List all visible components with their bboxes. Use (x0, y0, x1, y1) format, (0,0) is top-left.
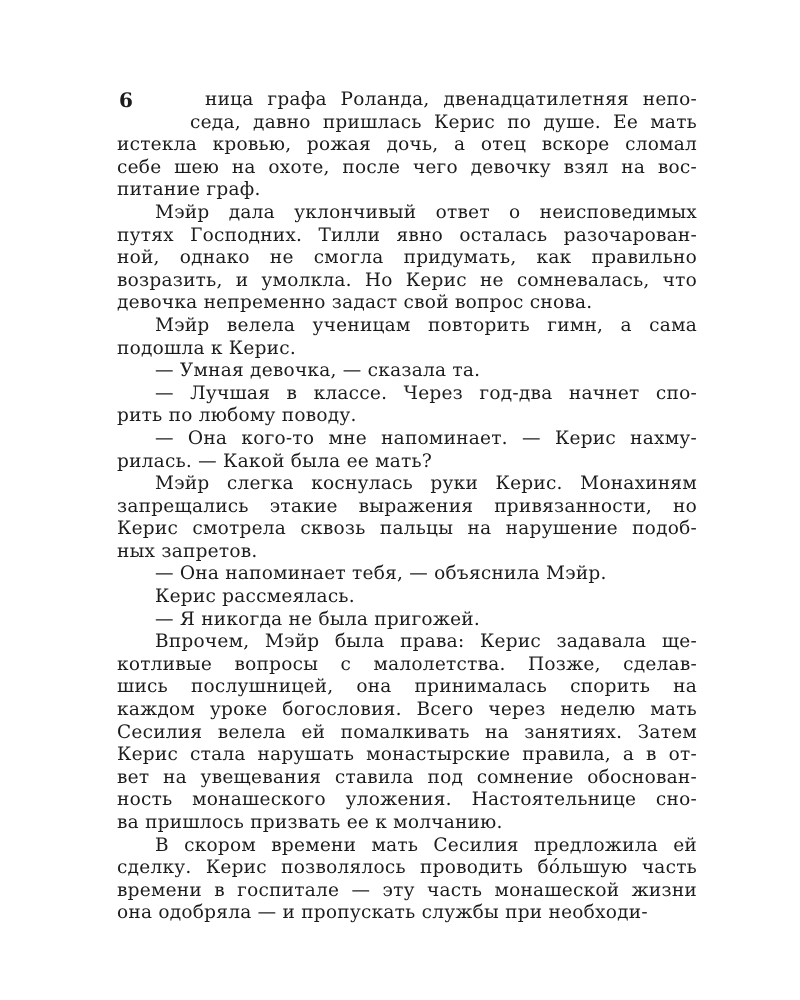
text-line: сделку. Керис позволялось проводить бо́льшую часть (117, 857, 697, 879)
text-line: времени в госпитале — эту часть монашеской жизни (117, 879, 697, 901)
text-line: ва пришлось призвать ее к молчанию. (117, 812, 503, 833)
text-line: запрещались этакие выражения привязанности, но (117, 495, 697, 517)
text-line: ность монашеского уложения. Настоятельнице сно- (117, 789, 697, 811)
text-line: Сесилия велела ей помалкивать на занятиях. Затем (117, 721, 697, 743)
text-line: себе шею на охоте, после чего девочку взял на вос- (117, 156, 697, 178)
text-line: Керис смотрела сквозь пальцы на нарушение подоб- (117, 518, 697, 540)
text-line: питание граф. (117, 179, 261, 201)
text-line: ных запретов. (117, 540, 258, 562)
text-line: шись послушницей, она принималась спорить на (117, 676, 697, 698)
text-line: котливые вопросы с малолетства. Позже, сделав- (117, 653, 697, 675)
text-line: В скором времени мать Сесилия предложила ей (155, 834, 697, 856)
text-line: девочка непременно задаст свой вопрос снова. (117, 292, 593, 314)
text-line: рить по любому поводу. (117, 405, 357, 427)
text-line: ной, однако не смогла придумать, как правильно (117, 247, 697, 269)
page-number: 6 (119, 88, 134, 112)
text-line: каждом уроке богословия. Всего через неделю мать (117, 699, 697, 721)
text-line: ница графа Роланда, двенадцатилетняя непо- (205, 89, 697, 110)
text-line: — Лучшая в классе. Через год-два начнет спо- (155, 382, 697, 404)
text-line: путях Господних. Тилли явно осталась разочарован- (117, 224, 697, 246)
text-line: вет на увещевания ставила под сомнение обоснован- (117, 766, 697, 788)
text-line: возразить, и умолкла. Но Керис не сомневалась, что (117, 269, 697, 291)
text-line: — Она напоминает тебя, — объяснила Мэйр. (155, 563, 607, 585)
text-line: — Она кого-то мне напоминает. — Керис нахму- (155, 427, 697, 449)
text-line: — Умная девочка, — сказала та. (155, 360, 481, 382)
text-line: подошла к Керис. (117, 337, 296, 359)
text-column (117, 89, 697, 925)
text-line: Керис стала нарушать монастырские правила, а в от- (117, 744, 697, 766)
text-line: Керис рассмеялась. (155, 586, 355, 608)
text-line: истекла кровью, рожая дочь, а отец вскоре сломал (117, 134, 697, 156)
text-line: Впрочем, Мэйр была права: Керис задавала ще- (155, 631, 697, 653)
text-line: седа, давно пришлась Керис по душе. Ее мать (190, 111, 697, 133)
text-line: она одобряла — и пропускать службы при необходи- (117, 902, 648, 924)
text-line: Мэйр дала уклончивый ответ о неисповедимых (155, 201, 697, 223)
text-line: рилась. — Какой была ее мать? (117, 450, 432, 472)
text-line: Мэйр слегка коснулась руки Керис. Монахиням (155, 473, 697, 495)
text-line: — Я никогда не была пригожей. (155, 608, 481, 630)
text-line: Мэйр велела ученицам повторить гимн, а сама (155, 314, 697, 336)
